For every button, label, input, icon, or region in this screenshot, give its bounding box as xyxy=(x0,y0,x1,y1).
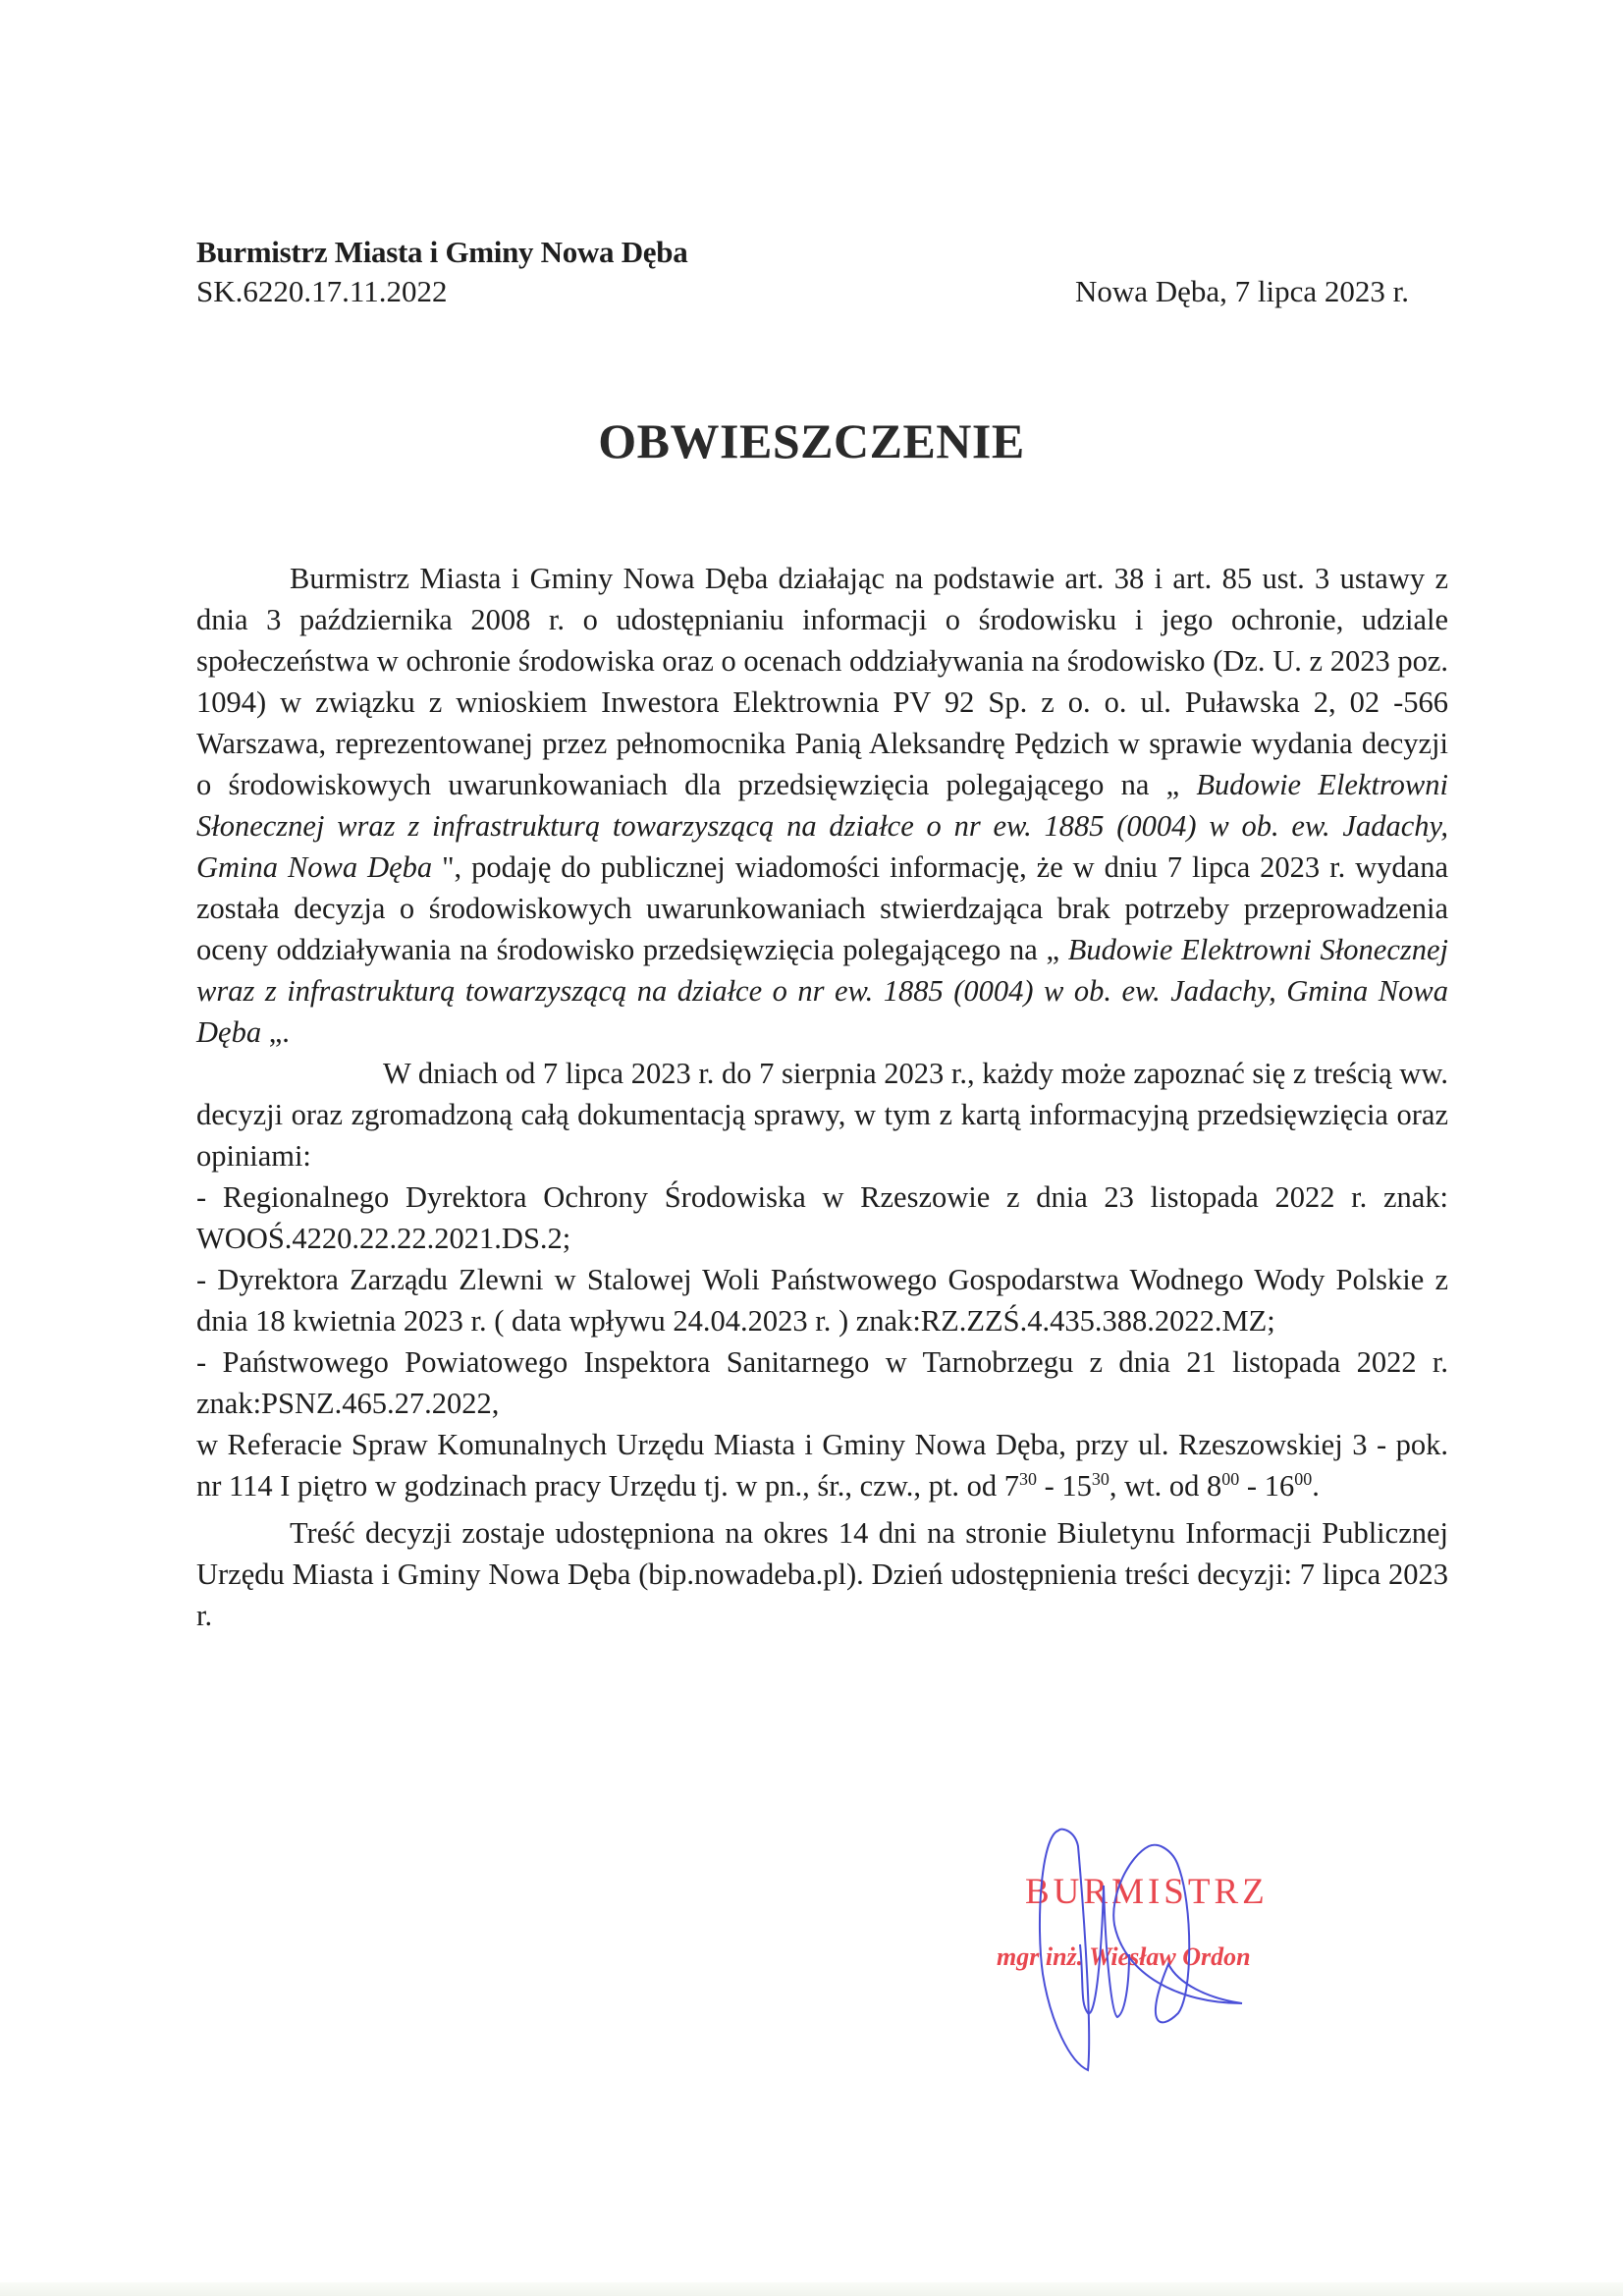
scan-edge xyxy=(0,2282,1623,2296)
paragraph-location-hours xyxy=(196,1424,1448,1506)
opinion-item: - Państwowego Powiatowego Inspektora Sanitarnego w Tarnobrzegu z dnia 21 listopada 2022 r. znak:PSNZ.465.27.2022, xyxy=(196,1345,1448,1420)
hours-mon-start-min: 30 xyxy=(1018,1468,1037,1489)
hours-tue-start-min: 00 xyxy=(1221,1468,1240,1489)
announcement-end: „. xyxy=(261,1015,290,1049)
hours-tue-label: , wt. od xyxy=(1109,1469,1208,1503)
hours-dash: - xyxy=(1239,1469,1265,1503)
project-name-repeat: Budowie Elektrowni Słonecznej wraz z infrastrukturą towarzyszącą na działce o nr ew. 1885 (0004) w ob. ew. Jadachy, Gmina Nowa Dęba xyxy=(196,933,1448,1049)
case-reference: SK.6220.17.11.2022 xyxy=(196,274,448,308)
place-date: Nowa Dęba, 7 lipca 2023 r. xyxy=(1074,274,1409,308)
document-header xyxy=(196,234,1463,312)
issuer-name: Burmistrz Miasta i Gminy Nowa Dęba xyxy=(196,235,688,269)
project-name: Budowie Elektrowni Słonecznej wraz z infrastrukturą towarzyszącą na działce o nr ew. 1885 (0004) w ob. ew. Jadachy, Gmina Nowa Dęba xyxy=(196,768,1449,884)
announcement-text: Burmistrz Miasta i Gminy Nowa Dęba działając na podstawie art. 38 i art. 85 ust. 3 ustawy z dnia 3 października 2008 r. o udostępnianiu informacji o środowisku i jego ochronie, udziale społeczeństwa w ochronie środowiska oraz o ocenach oddziaływania na środowisko (Dz. U. z 2023 poz. 1094) w związku z wnioskiem Inwestora Elektrownia PV 92 Sp. z o. o. ul. Puławska 2, 02 -566 Warszawa, reprezentowanej przez pełnomocnika Panią Aleksandrę Pędzich w sprawie wydania decyzji o środowiskowych uwarunkowaniach dla przedsięwzięcia polegającego na „ xyxy=(196,562,1448,801)
hours-mon-end: 15 xyxy=(1061,1469,1092,1503)
paragraph-announcement xyxy=(196,558,1448,1053)
stamp-name: mgr inż. Wiesław Ordon xyxy=(997,1942,1251,1971)
document-title: OBWIESZCZENIE xyxy=(598,413,1025,468)
hours-mon-end-min: 30 xyxy=(1091,1468,1109,1489)
location-text: w Referacie Spraw Komunalnych Urzędu Miasta i Gminy Nowa Dęba, przy ul. Rzeszowskiej 3 - pok. nr 114 I piętro w godzinach pracy Urzędu tj. w pn., śr., czw., pt. od xyxy=(196,1428,1448,1503)
document-body xyxy=(196,558,1448,1636)
paragraph-publication: Treść decyzji zostaje udostępniona na okres 14 dni na stronie Biuletynu Informacji Publicznej Urzędu Miasta i Gminy Nowa Dęba (bip.nowadeba.pl). Dzień udostępnienia treści decyzji: 7 lipca 2023 r. xyxy=(196,1516,1448,1632)
stamp-title: BURMISTRZ xyxy=(1025,1872,1269,1912)
hours-mon-start: 7 xyxy=(1003,1469,1019,1503)
opinion-item: - Dyrektora Zarządu Zlewni w Stalowej Woli Państwowego Gospodarstwa Wodnego Wody Polskie z dnia 18 kwietnia 2023 r. ( data wpływu 24.04.2023 r. ) znak:RZ.ZZŚ.4.435.388.2022.MZ; xyxy=(196,1263,1448,1338)
reference-row xyxy=(196,271,1463,312)
hours-end: . xyxy=(1312,1469,1320,1503)
hours-tue-start: 8 xyxy=(1207,1469,1222,1503)
signature-block xyxy=(982,1807,1375,2102)
paragraph-access-period: W dniach od 7 lipca 2023 r. do 7 sierpnia 2023 r., każdy może zapoznać się z treścią ww. decyzji oraz zgromadzoną całą dokumentacją sprawy, w tym z kartą informacyjną przedsięwzięcia oraz opiniami: xyxy=(196,1057,1448,1173)
opinion-item: - Regionalnego Dyrektora Ochrony Środowiska w Rzeszowie z dnia 23 listopada 2022 r. znak: WOOŚ.4220.22.22.2021.DS.2; xyxy=(196,1180,1448,1255)
announcement-text-cont: ", podaję do publicznej wiadomości informację, że w dniu 7 lipca 2023 r. wydana została decyzja o środowiskowych uwarunkowaniach stwierdzająca brak potrzeby przeprowadzenia oceny oddziaływania na środowisko przedsięwzięcia polegającego na „ xyxy=(196,850,1448,966)
hours-tue-end-min: 00 xyxy=(1294,1468,1313,1489)
hours-dash: - xyxy=(1036,1469,1062,1503)
handwritten-signature-icon xyxy=(982,1807,1375,2102)
hours-tue-end: 16 xyxy=(1264,1469,1295,1503)
